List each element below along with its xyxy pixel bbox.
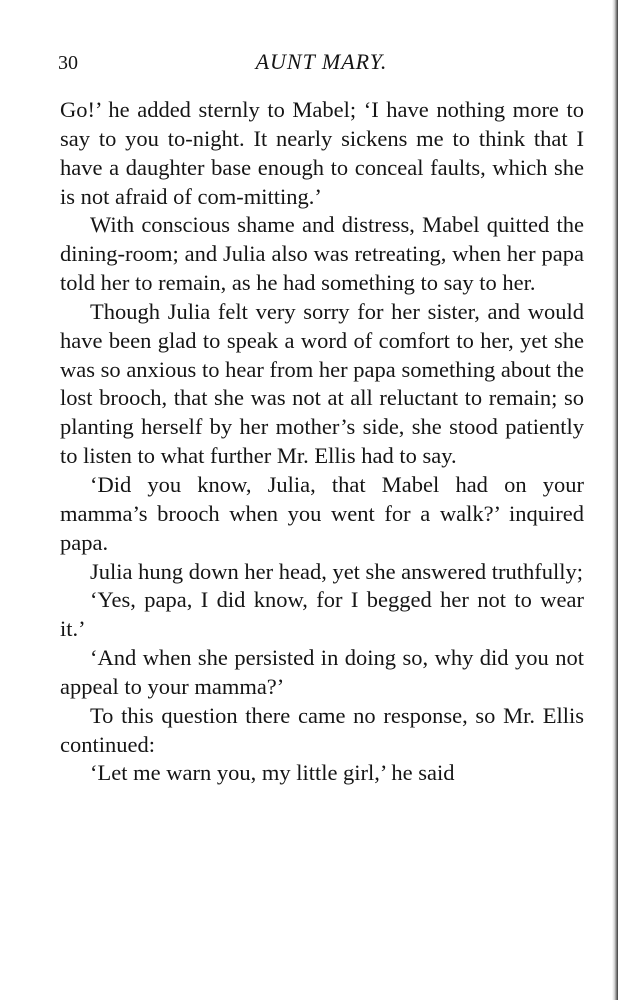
page-number: 30 xyxy=(58,52,78,74)
paragraph-7: ‘And when she persisted in doing so, why did you not appeal to your mamma?’ xyxy=(60,645,584,699)
paragraph-4: ‘Did you know, Julia, that Mabel had on your mamma’s brooch when you went for a walk?’ inquired papa. xyxy=(60,471,584,555)
running-title: AUNT MARY. xyxy=(255,49,388,74)
paragraph-3: Though Julia felt very sorry for her sister, and would have been glad to speak a word of comfort to her, yet she was so anxious to hear from her papa something about the lost brooch, that she was not at all reluctant to remain; so planting herself by her mother’s side, she stood patiently to listen to what further Mr. Ellis had to say. xyxy=(60,298,584,469)
page-header xyxy=(58,46,585,76)
body-text xyxy=(60,96,584,788)
paragraph-6: ‘Yes, papa, I did know, for I begged her not to wear it.’ xyxy=(60,587,584,642)
paragraph-9: ‘Let me warn you, my little girl,’ he said xyxy=(90,760,455,786)
paragraph-5: Julia hung down her head, yet she answered truthfully; xyxy=(90,558,584,584)
page-edge-shadow xyxy=(612,0,618,1000)
paragraph-1: Go!’ he added sternly to Mabel; ‘I have nothing more to say to you to-night. It nearly sickens me to think that I have a daughter base enough to conceal faults, which she is not afraid of com-mitting.’ xyxy=(60,97,584,209)
paragraph-2: With conscious shame and distress, Mabel quitted the dining-room; and Julia also was retreating, when her papa told her to remain, as he had something to say to her. xyxy=(60,212,584,296)
paragraph-8: To this question there came no response, so Mr. Ellis continued: xyxy=(60,702,584,757)
